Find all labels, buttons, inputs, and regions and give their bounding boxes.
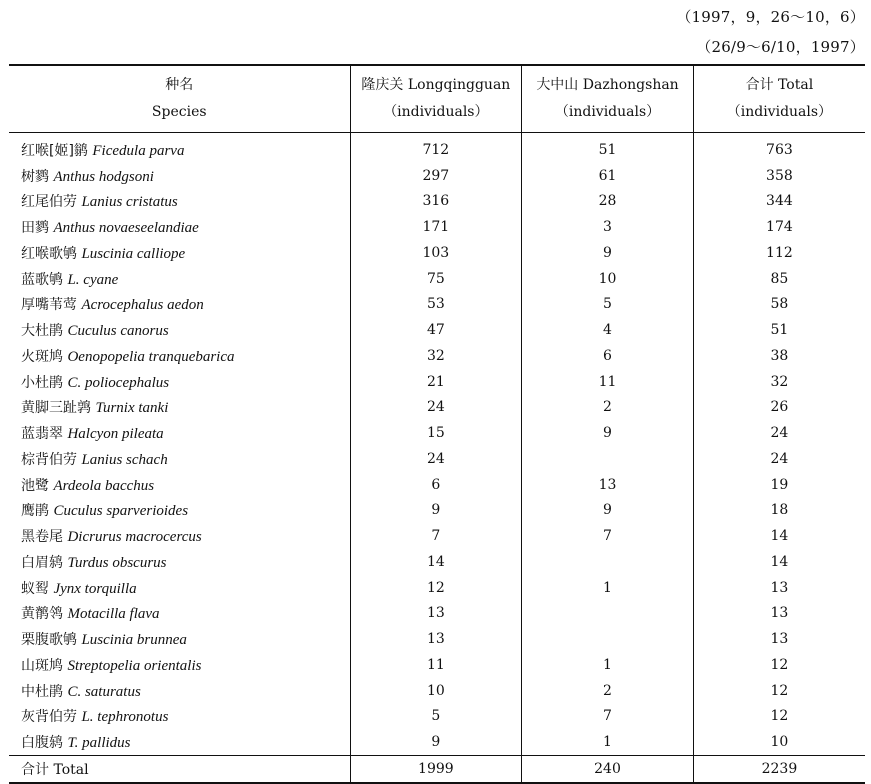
count-longqingguan: 5 <box>350 704 522 730</box>
table-row <box>9 652 865 678</box>
species-cell <box>9 729 350 755</box>
species-latin-name: Dicrurus macrocercus <box>67 529 202 546</box>
table-row <box>9 317 865 343</box>
count-longqingguan: 297 <box>350 163 522 189</box>
count-longqingguan: 316 <box>350 189 522 215</box>
count-total: 14 <box>693 549 865 575</box>
species-chinese-name: 黑卷尾 <box>21 529 63 546</box>
species-cell <box>9 498 350 524</box>
species-chinese-name: 中杜鹃 <box>21 683 63 700</box>
species-cell <box>9 369 350 395</box>
count-total: 10 <box>693 729 865 755</box>
header-dazhongshan <box>522 65 694 133</box>
table-row <box>9 240 865 266</box>
header-total-unit: （individuals） <box>726 104 833 120</box>
species-chinese-name: 鹰鹃 <box>21 503 49 520</box>
species-cell <box>9 133 350 163</box>
count-longqingguan: 24 <box>350 446 522 472</box>
header-species-en: Species <box>151 104 207 120</box>
count-dazhongshan: 1 <box>522 729 694 755</box>
count-total: 24 <box>693 446 865 472</box>
header-species <box>9 65 350 133</box>
species-cell <box>9 343 350 369</box>
count-dazhongshan: 51 <box>522 133 694 163</box>
count-total: 18 <box>693 498 865 524</box>
species-cell <box>9 317 350 343</box>
species-cell <box>9 704 350 730</box>
table-row <box>9 343 865 369</box>
count-total: 58 <box>693 292 865 318</box>
table-row <box>9 214 865 240</box>
count-dazhongshan: 2 <box>522 678 694 704</box>
header-longqingguan-name: 隆庆关 Longqingguan <box>361 77 511 93</box>
count-dazhongshan <box>522 601 694 627</box>
count-dazhongshan: 2 <box>522 395 694 421</box>
count-longqingguan: 13 <box>350 626 522 652</box>
count-longqingguan: 10 <box>350 678 522 704</box>
count-dazhongshan: 3 <box>522 214 694 240</box>
count-longqingguan: 21 <box>350 369 522 395</box>
count-longqingguan: 47 <box>350 317 522 343</box>
count-longqingguan: 9 <box>350 729 522 755</box>
count-longqingguan: 9 <box>350 498 522 524</box>
species-chinese-name: 蓝歌鸲 <box>21 271 63 288</box>
table-row <box>9 601 865 627</box>
table-row <box>9 523 865 549</box>
count-dazhongshan: 9 <box>522 498 694 524</box>
table-row <box>9 446 865 472</box>
table-row <box>9 420 865 446</box>
count-total: 112 <box>693 240 865 266</box>
table-header-row <box>9 65 865 133</box>
species-chinese-name: 白腹鸫 <box>21 735 63 752</box>
species-latin-name: Cuculus sparverioides <box>53 503 189 520</box>
table-row <box>9 498 865 524</box>
count-longqingguan: 7 <box>350 523 522 549</box>
count-dazhongshan <box>522 446 694 472</box>
table-row <box>9 292 865 318</box>
species-latin-name: C. poliocephalus <box>67 374 170 391</box>
table-row <box>9 472 865 498</box>
header-species-cn: 种名 <box>165 77 194 93</box>
header-total-name: 合计 Total <box>745 77 814 93</box>
table-row <box>9 575 865 601</box>
count-dazhongshan: 9 <box>522 240 694 266</box>
count-total: 32 <box>693 369 865 395</box>
species-chinese-name: 红尾伯劳 <box>21 194 77 211</box>
species-chinese-name: 池鹭 <box>21 477 49 494</box>
count-dazhongshan: 9 <box>522 420 694 446</box>
table-row <box>9 704 865 730</box>
species-latin-name: Ficedula parva <box>92 142 185 159</box>
count-longqingguan: 12 <box>350 575 522 601</box>
species-latin-name: Oenopopelia tranquebarica <box>67 348 235 365</box>
species-chinese-name: 树鹨 <box>21 168 49 185</box>
species-latin-name: Turdus obscurus <box>67 554 167 571</box>
count-dazhongshan: 13 <box>522 472 694 498</box>
count-dazhongshan <box>522 549 694 575</box>
count-dazhongshan: 7 <box>522 704 694 730</box>
count-total: 24 <box>693 420 865 446</box>
species-latin-name: Cuculus canorus <box>67 323 169 340</box>
species-cell <box>9 472 350 498</box>
count-dazhongshan: 6 <box>522 343 694 369</box>
count-total: 26 <box>693 395 865 421</box>
species-chinese-name: 黄鹡鸰 <box>21 606 63 623</box>
count-dazhongshan: 61 <box>522 163 694 189</box>
count-longqingguan: 171 <box>350 214 522 240</box>
bird-count-table <box>9 64 865 784</box>
count-longqingguan: 15 <box>350 420 522 446</box>
species-latin-name: Motacilla flava <box>67 606 160 623</box>
count-longqingguan: 6 <box>350 472 522 498</box>
table-row <box>9 369 865 395</box>
table-row <box>9 549 865 575</box>
count-total: 13 <box>693 601 865 627</box>
count-total: 358 <box>693 163 865 189</box>
species-chinese-name: 蓝翡翠 <box>21 426 63 443</box>
species-cell <box>9 575 350 601</box>
species-latin-name: T. pallidus <box>67 735 131 752</box>
species-latin-name: Turnix tanki <box>95 400 169 417</box>
table-row <box>9 266 865 292</box>
species-cell <box>9 189 350 215</box>
table-row <box>9 729 865 755</box>
species-latin-name: Anthus hodgsoni <box>53 168 154 185</box>
species-cell <box>9 446 350 472</box>
date-range-line-1: （1997，9，26～10，6） <box>676 8 865 26</box>
species-latin-name: Anthus novaeseelandiae <box>53 220 199 237</box>
species-latin-name: L. tephronotus <box>81 709 169 726</box>
species-chinese-name: 白眉鸫 <box>21 554 63 571</box>
species-cell <box>9 240 350 266</box>
species-chinese-name: 田鹨 <box>21 220 49 237</box>
species-cell <box>9 678 350 704</box>
species-latin-name: Luscinia brunnea <box>81 632 187 649</box>
header-dazhongshan-unit: （individuals） <box>554 104 661 120</box>
species-chinese-name: 山斑鸠 <box>21 657 63 674</box>
species-cell <box>9 266 350 292</box>
species-chinese-name: 黄脚三趾鹑 <box>21 400 91 417</box>
species-cell <box>9 601 350 627</box>
count-longqingguan: 53 <box>350 292 522 318</box>
table-row <box>9 133 865 163</box>
total-row-longqingguan: 1999 <box>350 756 522 784</box>
species-latin-name: C. saturatus <box>67 683 141 700</box>
count-total: 344 <box>693 189 865 215</box>
count-dazhongshan <box>522 626 694 652</box>
count-total: 14 <box>693 523 865 549</box>
count-longqingguan: 13 <box>350 601 522 627</box>
total-row-dazhongshan: 240 <box>522 756 694 784</box>
count-total: 12 <box>693 704 865 730</box>
species-cell <box>9 549 350 575</box>
count-total: 38 <box>693 343 865 369</box>
count-total: 13 <box>693 626 865 652</box>
species-chinese-name: 大杜鹃 <box>21 323 63 340</box>
count-dazhongshan: 28 <box>522 189 694 215</box>
species-latin-name: Streptopelia orientalis <box>67 657 202 674</box>
table-row <box>9 626 865 652</box>
species-latin-name: Halcyon pileata <box>67 426 164 443</box>
species-chinese-name: 小杜鹃 <box>21 374 63 391</box>
count-longqingguan: 712 <box>350 133 522 163</box>
species-chinese-name: 灰背伯劳 <box>21 709 77 726</box>
species-chinese-name: 红喉歌鸲 <box>21 245 77 262</box>
header-total <box>693 65 865 133</box>
count-dazhongshan: 11 <box>522 369 694 395</box>
species-cell <box>9 214 350 240</box>
count-dazhongshan: 1 <box>522 652 694 678</box>
count-total: 85 <box>693 266 865 292</box>
species-chinese-name: 棕背伯劳 <box>21 451 77 468</box>
species-chinese-name: 厚嘴苇莺 <box>21 297 77 314</box>
species-latin-name: Ardeola bacchus <box>53 477 155 494</box>
count-total: 51 <box>693 317 865 343</box>
count-dazhongshan: 10 <box>522 266 694 292</box>
count-dazhongshan: 4 <box>522 317 694 343</box>
species-chinese-name: 红喉[姬]鹟 <box>21 142 88 159</box>
species-latin-name: Luscinia calliope <box>81 245 186 262</box>
count-total: 12 <box>693 652 865 678</box>
species-cell <box>9 626 350 652</box>
count-total: 19 <box>693 472 865 498</box>
table-body <box>9 133 865 756</box>
count-longqingguan: 32 <box>350 343 522 369</box>
count-total: 12 <box>693 678 865 704</box>
species-latin-name: Jynx torquilla <box>53 580 137 597</box>
species-cell <box>9 292 350 318</box>
count-longqingguan: 24 <box>350 395 522 421</box>
table-row <box>9 163 865 189</box>
count-total: 763 <box>693 133 865 163</box>
count-total: 174 <box>693 214 865 240</box>
count-dazhongshan: 7 <box>522 523 694 549</box>
species-chinese-name: 蚁䴕 <box>21 580 49 597</box>
count-longqingguan: 75 <box>350 266 522 292</box>
species-cell <box>9 652 350 678</box>
species-cell <box>9 395 350 421</box>
species-latin-name: Lanius schach <box>81 451 168 468</box>
header-longqingguan-unit: （individuals） <box>383 104 489 120</box>
count-longqingguan: 11 <box>350 652 522 678</box>
count-total: 13 <box>693 575 865 601</box>
header-dazhongshan-name: 大中山 Dazhongshan <box>536 77 679 93</box>
species-chinese-name: 火斑鸠 <box>21 348 63 365</box>
count-longqingguan: 14 <box>350 549 522 575</box>
species-latin-name: Acrocephalus aedon <box>81 297 204 314</box>
count-dazhongshan: 1 <box>522 575 694 601</box>
total-row-label: 合计 Total <box>9 756 350 784</box>
count-longqingguan: 103 <box>350 240 522 266</box>
species-cell <box>9 163 350 189</box>
species-cell <box>9 420 350 446</box>
species-cell <box>9 523 350 549</box>
header-longqingguan <box>350 65 522 133</box>
species-chinese-name: 栗腹歌鸲 <box>21 632 77 649</box>
table-row <box>9 678 865 704</box>
total-row-total: 2239 <box>693 756 865 784</box>
date-range-line-2: （26/9～6/10，1997） <box>696 38 865 56</box>
table-row <box>9 189 865 215</box>
species-latin-name: L. cyane <box>67 271 119 288</box>
table-row <box>9 395 865 421</box>
species-latin-name: Lanius cristatus <box>81 194 178 211</box>
count-dazhongshan: 5 <box>522 292 694 318</box>
